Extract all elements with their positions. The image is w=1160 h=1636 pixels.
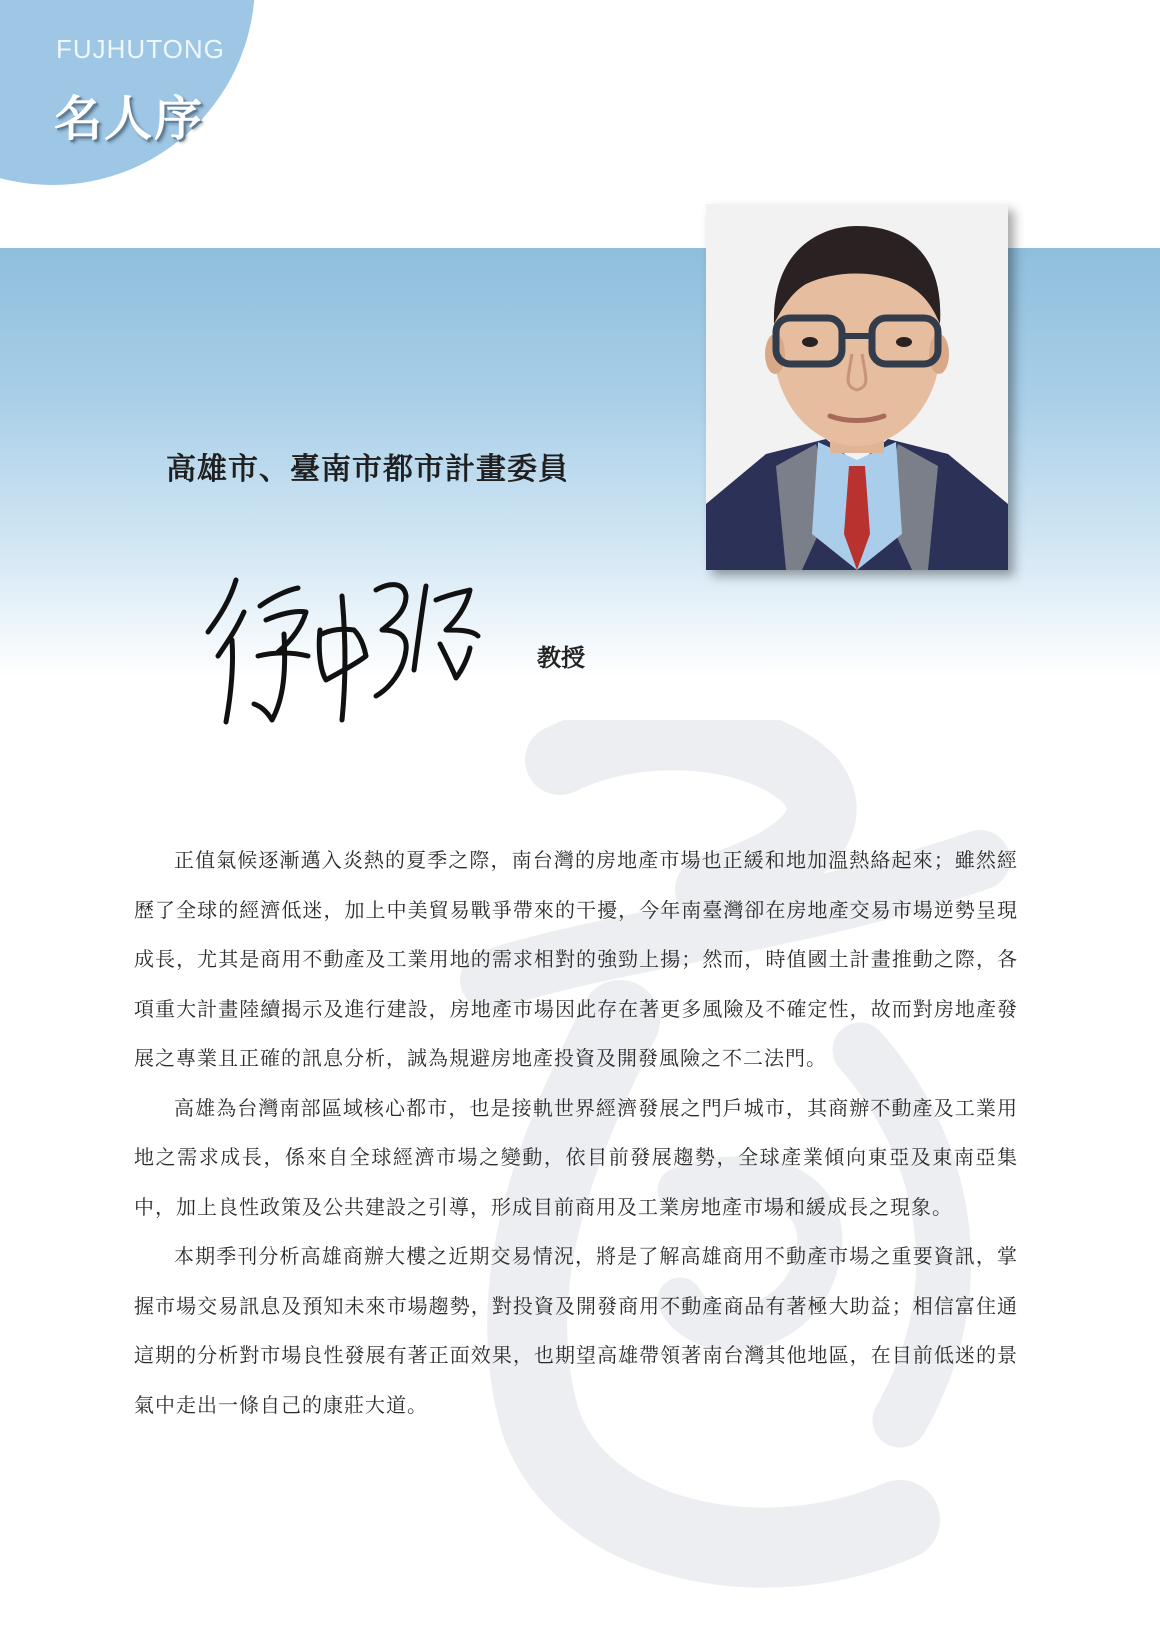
author-photo (706, 204, 1008, 570)
paragraph: 高雄為台灣南部區域核心都市，也是接軌世界經濟發展之門戶城市，其商辦不動產及工業用地之需求成長，係來自全球經濟市場之變動，依目前發展趨勢，全球產業傾向東亞及東南亞集中，加上良性政策及公共建設之引導，形成目前商用及工業房地產市場和緩成長之現象。 (134, 1095, 1018, 1219)
author-title: 教授 (537, 644, 585, 672)
brand-text: FUJHUTONG (56, 34, 225, 64)
author-position: 高雄市、臺南市都市計畫委員 (166, 452, 569, 487)
author-signature (200, 560, 500, 730)
paragraph: 本期季刊分析高雄商辦大樓之近期交易情況，將是了解高雄商用不動產市場之重要資訊，掌握市場交易訊息及預知未來市場趨勢，對投資及開發商用不動產商品有著極大助益；相信富住通這期的分析對市場良性發展有著正面效果，也期望高雄帶領著南台灣其他地區，在目前低迷的景氣中走出一條自己的康莊大道。 (134, 1244, 1018, 1417)
preface-body (134, 836, 1018, 1430)
section-title: 名人序 (54, 91, 205, 147)
portrait-illustration (706, 204, 1008, 570)
paragraph: 正值氣候逐漸邁入炎熱的夏季之際，南台灣的房地產市場也正緩和地加溫熱絡起來；雖然經歷了全球的經濟低迷，加上中美貿易戰爭帶來的干擾，今年南臺灣卻在房地產交易市場逆勢呈現成長，尤其是商用不動產及工業用地的需求相對的強勁上揚；然而，時值國土計畫推動之際，各項重大計畫陸續揭示及進行建設，房地產市場因此存在著更多風險及不確定性，故而對房地產發展之專業且正確的訊息分析，誠為規避房地產投資及開發風險之不二法門。 (134, 848, 1018, 1070)
